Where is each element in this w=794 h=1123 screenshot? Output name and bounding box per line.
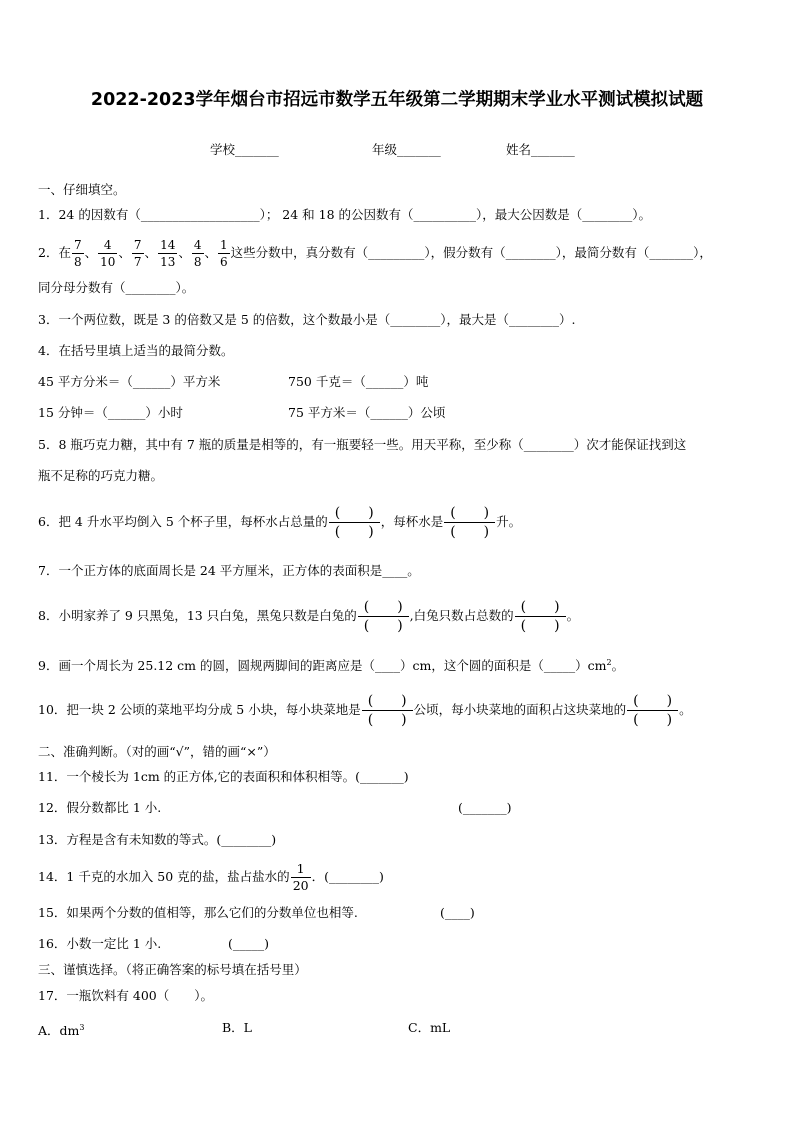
option-c[interactable]: C．mL bbox=[408, 1020, 451, 1035]
q2-prefix: 2．在 bbox=[38, 245, 71, 260]
option-b[interactable]: B．L bbox=[222, 1020, 252, 1035]
fraction: $\frac{1}{20}$ bbox=[292, 860, 309, 893]
name-field[interactable]: 姓名_______ bbox=[506, 142, 575, 157]
question-14: 14．1 千克的水加入 50 克的盐，盐占盐水的 $\frac{1}{20}$ ．(________) bbox=[38, 860, 384, 893]
fraction: $\frac{14}{13}$ bbox=[160, 238, 176, 269]
question-15-blank[interactable]: (____) bbox=[440, 905, 475, 920]
answer-fraction-blank[interactable]: $\frac{( )}{( )}$ bbox=[627, 692, 678, 729]
question-16: 16．小数一定比 1 小. bbox=[38, 936, 162, 951]
answer-fraction-blank[interactable]: $\frac{( )}{( )}$ bbox=[444, 504, 495, 541]
question-4: 4．在括号里填上适当的最简分数。 bbox=[38, 343, 234, 358]
exam-title: 2022-2023学年烟台市招远市数学五年级第二学期期末学业水平测试模拟试题 bbox=[90, 90, 704, 110]
fraction: $\frac{1}{6}$ bbox=[220, 238, 228, 269]
grade-field[interactable]: 年级_______ bbox=[372, 142, 441, 157]
section-2-heading: 二、准确判断。（对的画“√”，错的画“×”） bbox=[38, 744, 276, 759]
section-3-heading: 三、谨慎选择。（将正确答案的标号填在括号里） bbox=[38, 962, 307, 977]
fraction: $\frac{4}{8}$ bbox=[193, 238, 202, 269]
question-7: 7．一个正方体的底面周长是 24 平方厘米，正方体的表面积是____。 bbox=[38, 563, 420, 578]
question-4c: 15 分钟＝（______）小时 bbox=[38, 405, 183, 420]
question-6: 6．把 4 升水平均倒入 5 个杯子里，每杯水占总量的 $\frac{( )}{( )}$ ，每杯水是 $\frac{( )}{( )}$ 升。 bbox=[38, 505, 522, 540]
fraction: $\frac{7}{8}$ bbox=[73, 238, 82, 269]
question-12-blank[interactable]: (_______) bbox=[458, 800, 512, 815]
answer-fraction-blank[interactable]: $\frac{( )}{( )}$ bbox=[358, 598, 409, 635]
question-5: 5．8 瓶巧克力糖，其中有 7 瓶的质量是相等的，有一瓶要轻一些。用天平称，至少称（________）次才能保证找到这 bbox=[38, 437, 687, 452]
question-2: 2．在 $\frac{7}{8}$ 、 $\frac{4}{10}$ 、 $\frac{7}{7}$ 、 $\frac{14}{13}$ 、 $\frac{4}{8}$ 、 $\frac{1}{6}$ 这些分数中，真分数有（_________），假分数有（________），最简分数有（_______）， bbox=[38, 238, 712, 269]
question-13: 13．方程是含有未知数的等式。(________) bbox=[38, 832, 277, 847]
question-10: 10．把一块 2 公顷的菜地平均分成 5 小块，每小块菜地是 $\frac{( )}{( )}$ 公顷，每小块菜地的面积占这块菜地的 $\frac{( )}{( )}$ 。 bbox=[38, 693, 692, 728]
answer-fraction-blank[interactable]: $\frac{( )}{( )}$ bbox=[362, 692, 413, 729]
question-4d: 75 平方米＝（______）公顷 bbox=[288, 405, 446, 420]
school-field[interactable]: 学校_______ bbox=[210, 142, 279, 157]
question-9: 9．画一个周长为 25.12 cm 的圆，圆规两脚间的距离应是（____）cm，这个圆的面积是$(\_\_\_\_\_)cm^2$。 bbox=[38, 658, 625, 674]
question-12: 12．假分数都比 1 小. bbox=[38, 800, 162, 815]
question-4a: 45 平方分米＝（______）平方米 bbox=[38, 374, 221, 389]
question-3: 3．一个两位数，既是 3 的倍数又是 5 的倍数，这个数最小是（________），最大是（________）. bbox=[38, 312, 576, 327]
question-16-blank[interactable]: (_____) bbox=[228, 936, 270, 951]
section-1-heading: 一、仔细填空。 bbox=[38, 182, 126, 197]
question-5-line-2: 瓶不足称的巧克力糖。 bbox=[38, 468, 164, 483]
question-17: 17．一瓶饮料有 400（ ）。 bbox=[38, 988, 213, 1003]
q2-suffix: 这些分数中，真分数有（_________），假分数有（________），最简分数有（_______）， bbox=[230, 245, 712, 260]
fraction: $\frac{7}{7}$ bbox=[133, 238, 142, 269]
option-a[interactable]: A．$dm^3$ bbox=[38, 1023, 85, 1039]
question-11: 11．一个棱长为 1cm 的正方体,它的表面积和体积相等。(_______) bbox=[38, 769, 409, 784]
answer-fraction-blank[interactable]: $\frac{( )}{( )}$ bbox=[329, 504, 380, 541]
question-15: 15．如果两个分数的值相等，那么它们的分数单位也相等. bbox=[38, 905, 358, 920]
fraction: $\frac{4}{10}$ bbox=[100, 238, 116, 269]
question-4b: 750 千克＝（______）吨 bbox=[288, 374, 429, 389]
question-8: 8．小明家养了 9 只黑兔，13 只白兔，黑兔只数是白兔的 $\frac{( )}{( )}$ ,白兔只数占总数的 $\frac{( )}{( )}$ 。 bbox=[38, 599, 580, 634]
answer-fraction-blank[interactable]: $\frac{( )}{( )}$ bbox=[515, 598, 566, 635]
question-1: 1．24 的因数有（___________________）； 24 和 18 的公因数有（__________），最大公因数是（________）。 bbox=[38, 207, 652, 222]
question-2-line-2: 同分母分数有（________）。 bbox=[38, 280, 195, 295]
